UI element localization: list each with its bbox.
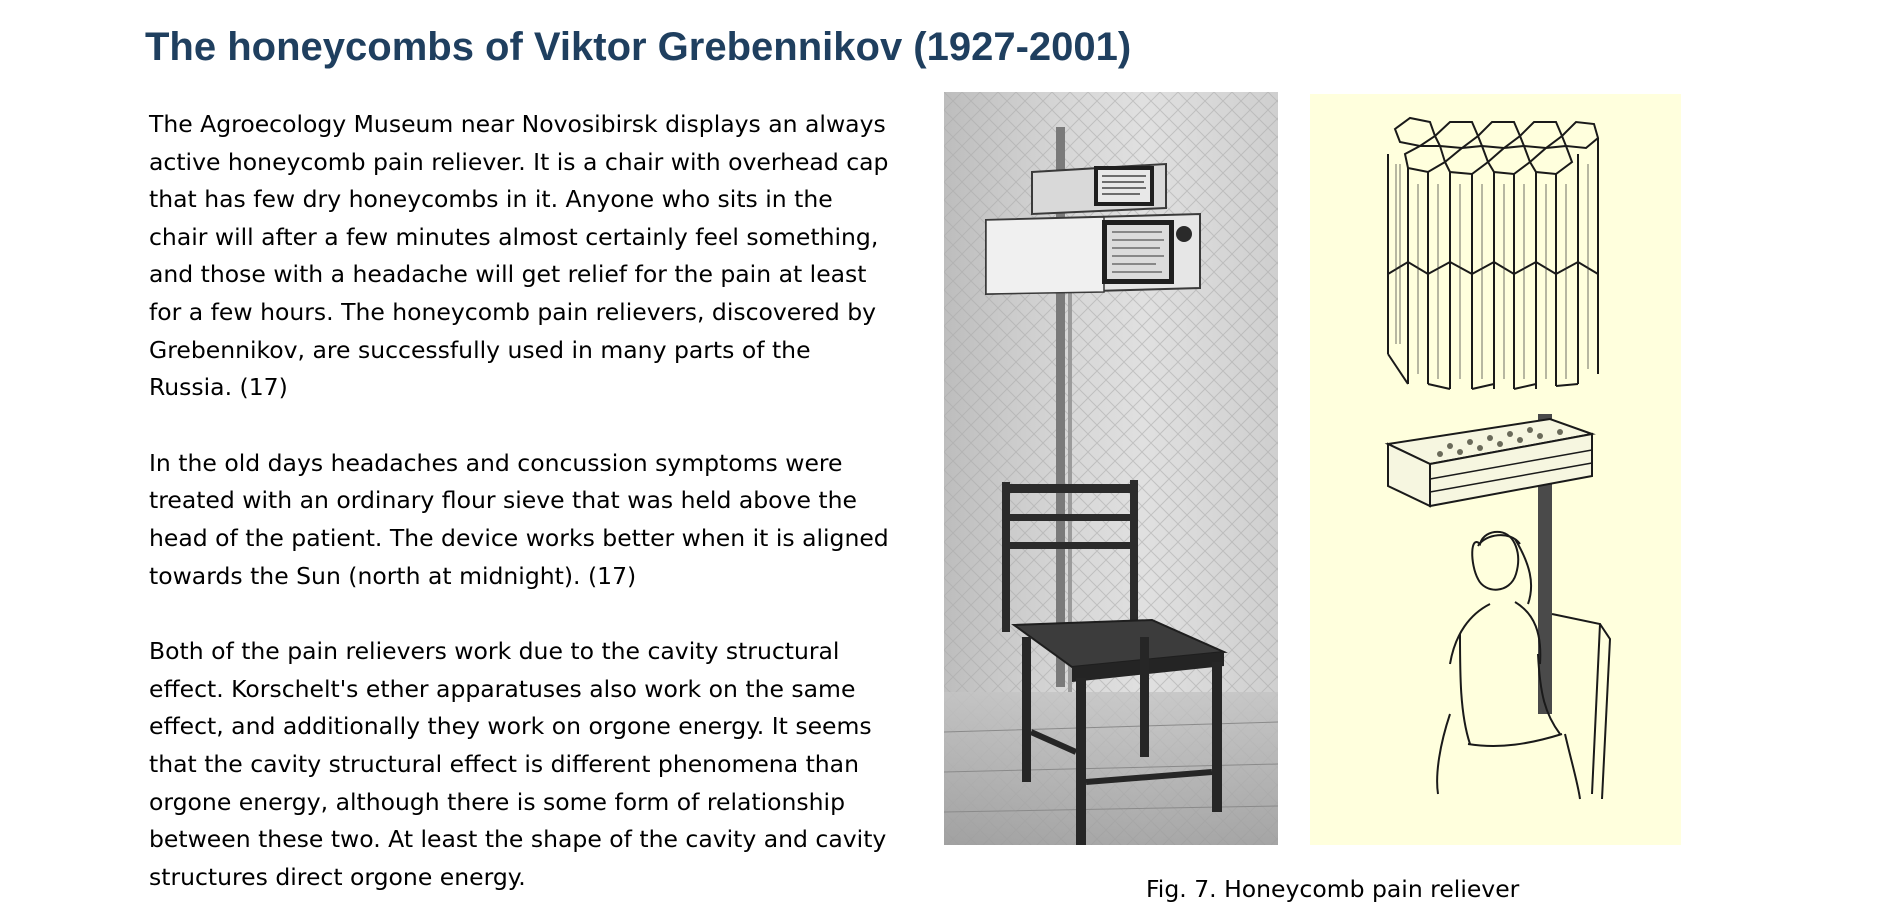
article-body (149, 106, 929, 920)
honeycomb-drawing (1310, 94, 1681, 845)
chair-photo-illustration (944, 92, 1278, 845)
figure-caption: Fig. 7. Honeycomb pain reliever (1146, 875, 1520, 903)
page-title: The honeycombs of Viktor Grebennikov (1927-2001) (145, 25, 1132, 69)
honeycomb-chair-photo (944, 92, 1278, 845)
paragraph-flour-sieve: In the old days headaches and concussion symptoms were treated with an ordinary flour sieve that was held above the head of the patient. The device works better when it is aligned towards the Sun (north at midnight). (17) (149, 448, 889, 590)
paragraph-cavity-effect: Both of the pain relievers work due to the cavity structural effect. Korschelt's ether apparatuses also work on the same effect, and additionally they work on orgone energy. It seems that the cavity structural effect is different phenomena than orgone energy, although there is some form of relationship between these two. At least the shape of the cavity and cavity structures direct orgone energy. (149, 637, 887, 891)
drawing-illustration (1310, 94, 1681, 845)
paragraph-museum: The Agroecology Museum near Novosibirsk displays an always active honeycomb pain reliever. It is a chair with overhead cap that has few dry honeycombs in it. Anyone who sits in the chair will after a few minutes almost certainly feel something, and those with a headache will get relief for the pain at least for a few hours. The honeycomb pain relievers, discovered by Grebennikov, are successfully used in many parts of the Russia. (17) (149, 110, 889, 402)
